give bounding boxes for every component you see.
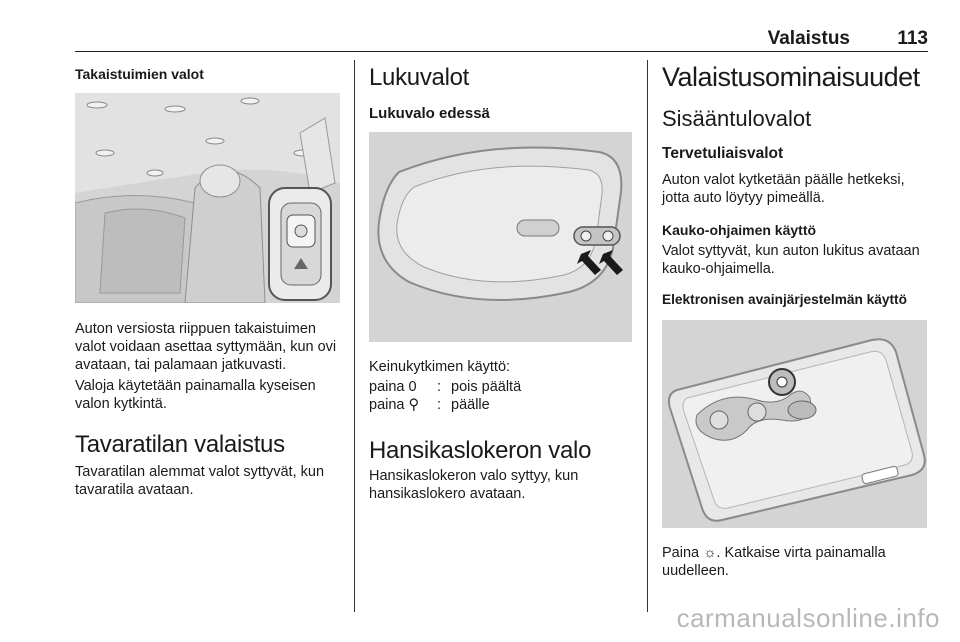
- front-reading-light-illustration: [369, 132, 632, 342]
- entry-lights-heading: Sisääntulovalot: [662, 106, 812, 131]
- rear-seat-lights-paragraph-2: Valoja käytetään painamalla kyseisen valon kytkintä.: [75, 378, 316, 412]
- column-divider-1: [354, 60, 355, 612]
- watermark: carmanualsonline.info: [676, 603, 940, 633]
- page-number: 113: [897, 28, 928, 49]
- lighting-features-heading: Valaistusominaisuudet: [662, 62, 920, 92]
- header-rule: [75, 51, 928, 52]
- key-card-drawing: [662, 320, 927, 528]
- page-header: [75, 28, 928, 52]
- section-title: Valaistus: [767, 28, 850, 49]
- front-reading-light-subheading: Lukuvalo edessä: [369, 105, 490, 122]
- remote-control-paragraph: Valot syttyvät, kun auton lukitus avataan kauko-ohjaimella.: [662, 243, 920, 277]
- keyless-paragraph: Paina ☼. Katkaise virta painamalla uudelleen.: [662, 545, 886, 579]
- rear-seat-lights-illustration: [75, 93, 340, 303]
- column-divider-2: [647, 60, 648, 612]
- rear-seat-lights-drawing: [75, 93, 340, 303]
- rear-seat-lights-title: Takaistuimien valot: [75, 66, 204, 82]
- cargo-light-heading: Tavaratilan valaistus: [75, 431, 285, 458]
- cargo-light-paragraph: Tavaratilan alemmat valot syttyvät, kun tavaratila avataan.: [75, 464, 325, 498]
- remote-control-heading: Kauko-ohjaimen käyttö: [662, 222, 817, 238]
- reading-light-drawing: [369, 132, 632, 342]
- rocker-row-value: päälle: [451, 397, 490, 413]
- rocker-row-off: [369, 378, 521, 396]
- rocker-row-key: paina 0: [369, 379, 417, 395]
- rocker-switch-table: [369, 378, 521, 414]
- rocker-row-sep: :: [437, 379, 442, 395]
- key-card-illustration: [662, 320, 927, 528]
- glovebox-light-paragraph: Hansikaslokeron valo syttyy, kun hansikaslokero avataan.: [369, 468, 579, 502]
- rocker-switch-intro: Keinukytkimen käyttö:: [369, 359, 511, 375]
- rocker-row-key: paina ⚲: [369, 397, 420, 413]
- welcome-lights-paragraph: Auton valot kytketään päälle hetkeksi, jotta auto löytyy pimeällä.: [662, 172, 905, 206]
- keyless-system-heading: Elektronisen avainjärjestelmän käyttö: [662, 292, 907, 307]
- rocker-row-value: pois päältä: [451, 379, 522, 395]
- rocker-row-on: [369, 396, 521, 414]
- welcome-lights-heading: Tervetuliaisvalot: [662, 145, 784, 162]
- reading-lights-heading: Lukuvalot: [369, 64, 470, 91]
- rear-seat-lights-paragraph-1: Auton versiosta riippuen takaistuimen valot voidaan asettaa syttymään, kun ovi avataan, tai palamaan jatkuvasti.: [75, 321, 337, 373]
- glovebox-light-heading: Hansikaslokeron valo: [369, 437, 592, 464]
- rocker-row-sep: :: [437, 397, 442, 413]
